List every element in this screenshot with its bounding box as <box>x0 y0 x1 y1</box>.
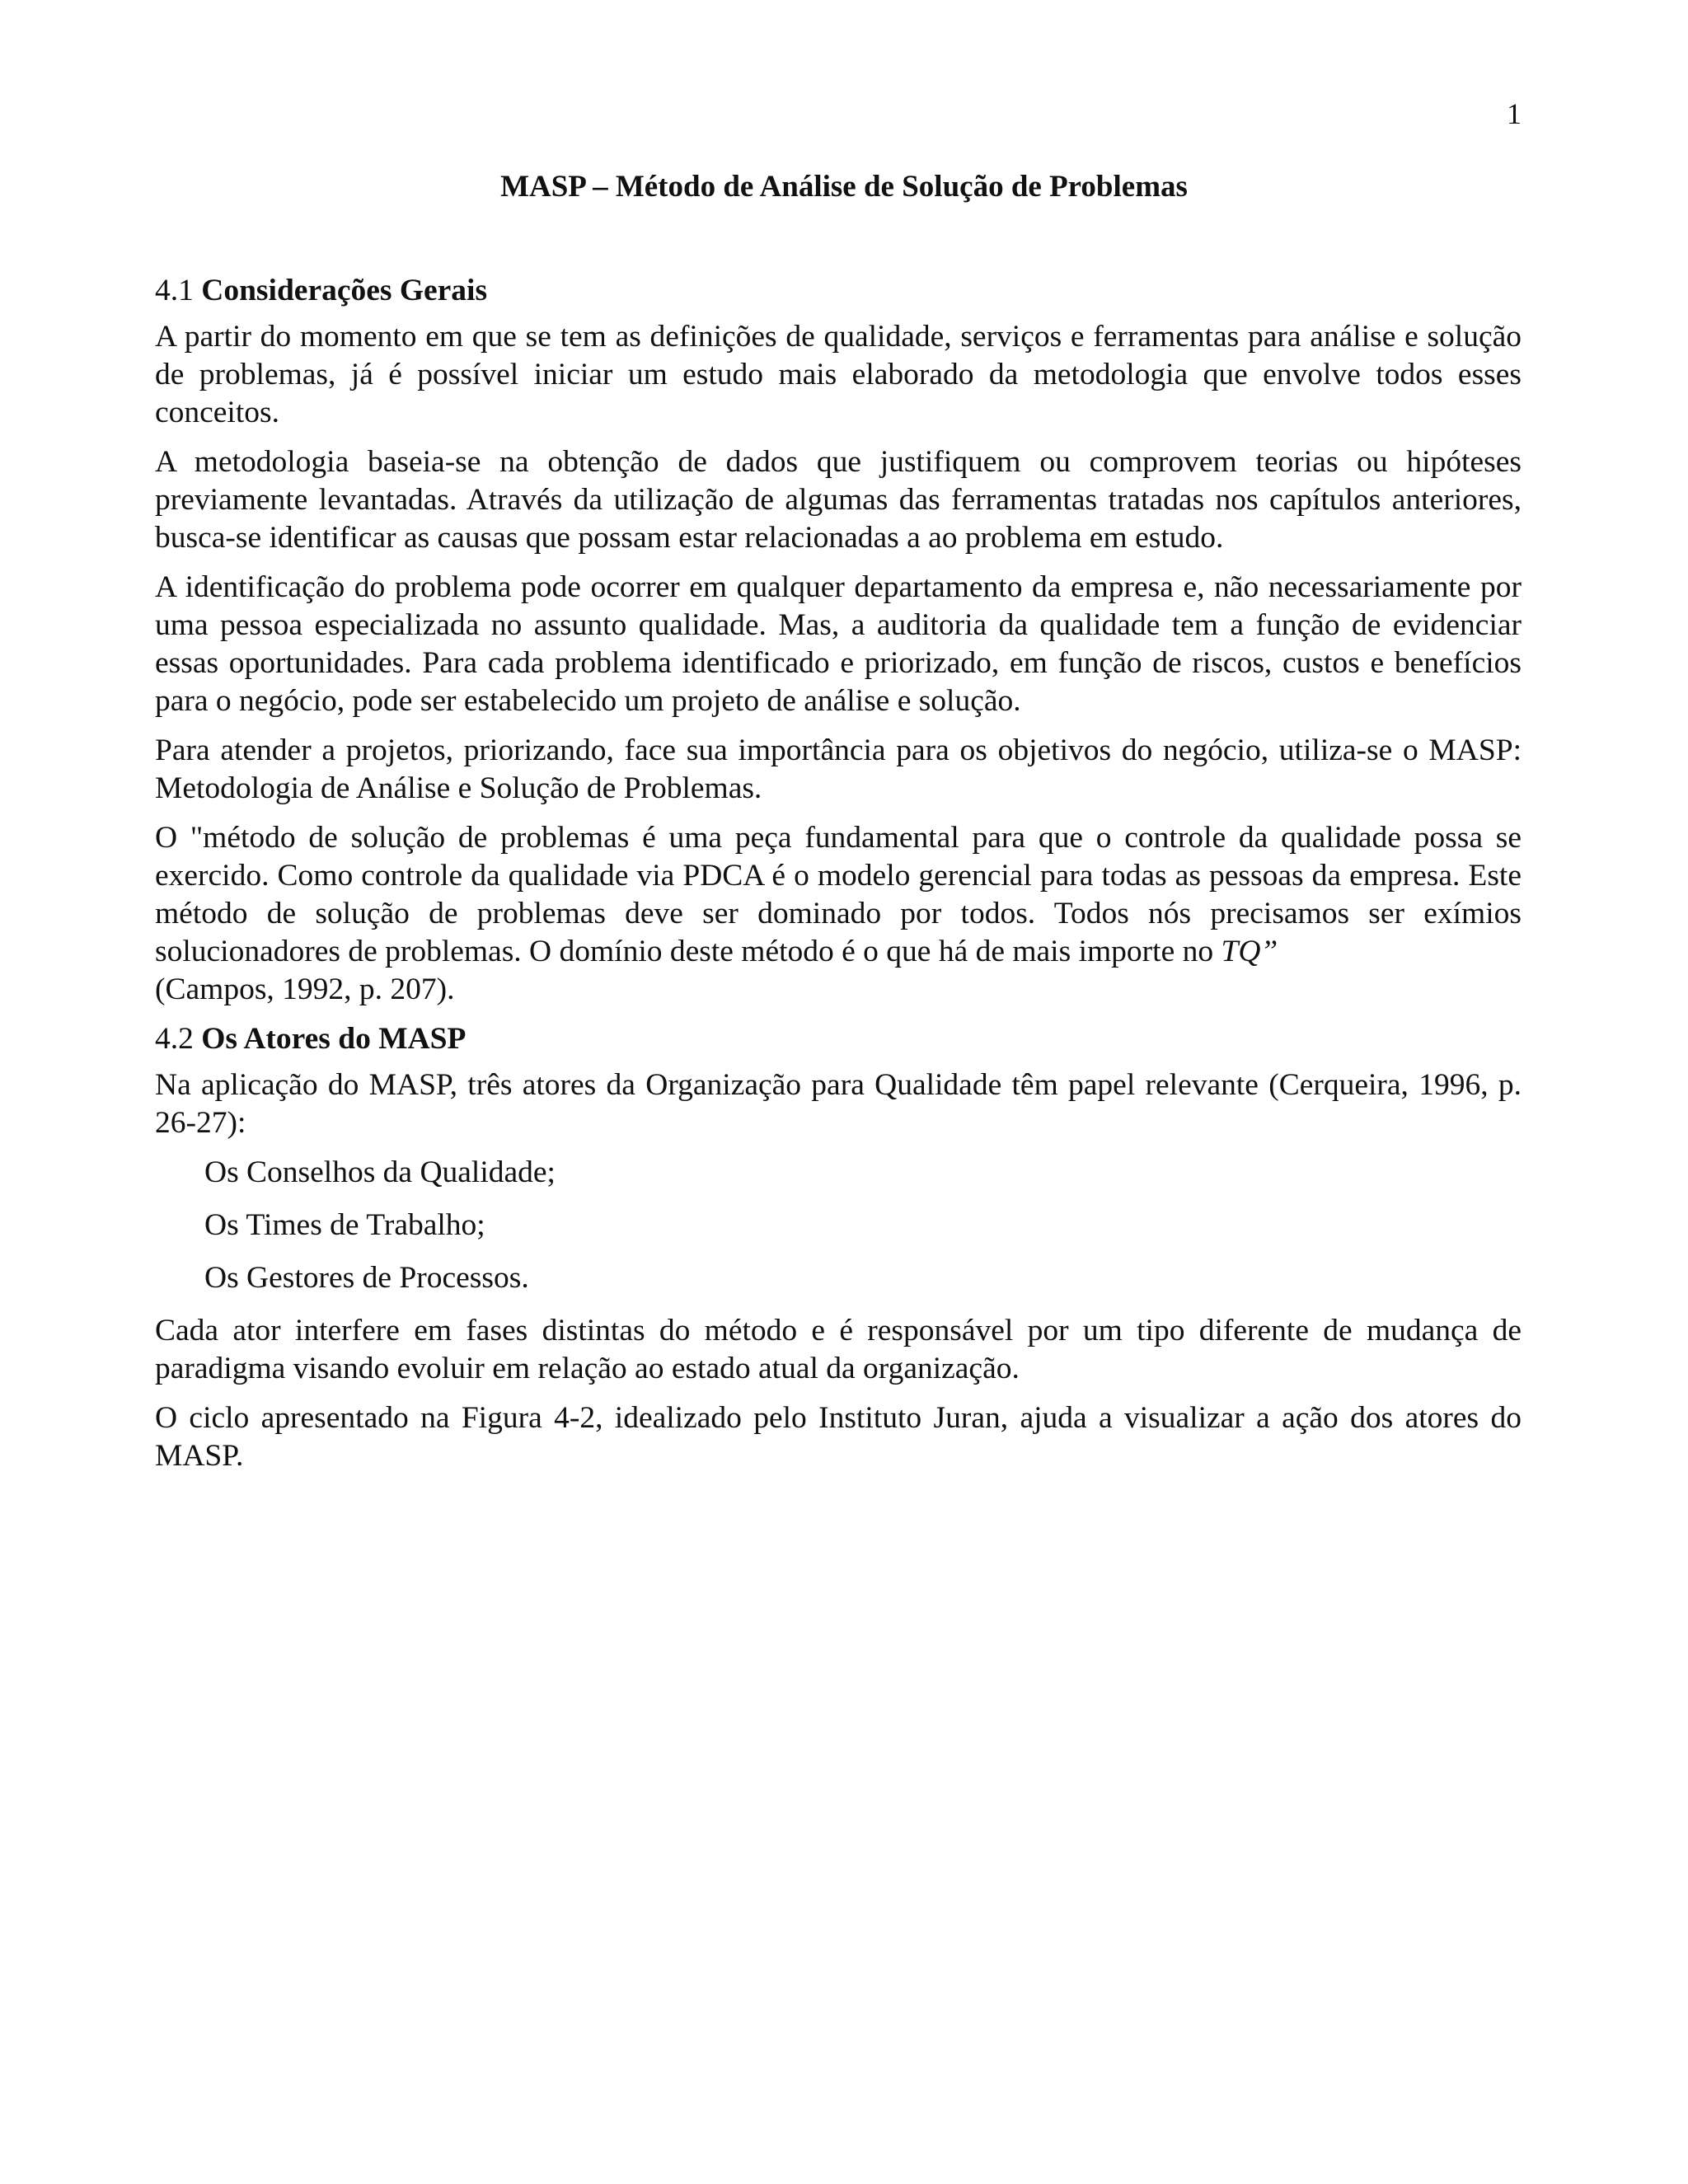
quote-italic-text: TQ” <box>1221 935 1278 968</box>
paragraph: A partir do momento em que se tem as definições de qualidade, serviços e ferramentas para análise e solução de problemas, já é possível iniciar um estudo mais elaborado da metodologia que envolve todos esses conceitos. <box>155 320 1522 429</box>
document-title: MASP – Método de Análise de Solução de Problemas <box>500 170 1188 204</box>
list-item: Os Times de Trabalho; <box>204 1208 485 1242</box>
section-title: Os Atores do MASP <box>201 1022 467 1056</box>
document-body <box>155 272 1522 1487</box>
list-item: Os Conselhos da Qualidade; <box>204 1155 556 1189</box>
list-item: Os Gestores de Processos. <box>204 1261 529 1295</box>
page-number: 1 <box>1507 97 1522 130</box>
paragraph: A identificação do problema pode ocorrer em qualquer departamento da empresa e, não necessariamente por uma pessoa especializada no assunto qualidade. Mas, a auditoria da qualidade tem a função de evidenciar essas oportunidades. Para cada problema identificado e priorizado, em função de riscos, custos e benefícios para o negócio, pode ser estabelecido um projeto de análise e solução. <box>155 570 1522 718</box>
quote-paragraph <box>155 819 1522 1009</box>
section-number: 4.2 <box>155 1022 194 1056</box>
quote-citation: (Campos, 1992, p. 207). <box>155 972 455 1006</box>
paragraph: Na aplicação do MASP, três atores da Organização para Qualidade têm papel relevante (Cerqueira, 1996, p. 26-27): <box>155 1068 1522 1140</box>
quote-text: O "método de solução de problemas é uma peça fundamental para que o controle da qualidade possa se exercido. Como controle da qualidade via PDCA é o modelo gerencial para todas as pessoas da empresa. Este método de solução de problemas deve ser dominado por todos. Todos nós precisamos ser exímios solucionadores de problemas. O domínio deste método é o que há de mais importe no <box>155 821 1522 968</box>
paragraph: Cada ator interfere em fases distintas do método e é responsável por um tipo diferente de mudança de paradigma visando evoluir em relação ao estado atual da organização. <box>155 1314 1522 1385</box>
section-number: 4.1 <box>155 274 194 307</box>
paragraph: O ciclo apresentado na Figura 4-2, idealizado pelo Instituto Juran, ajuda a visualizar a ação dos atores do MASP. <box>155 1401 1522 1473</box>
actors-list <box>155 1154 1522 1297</box>
paragraph: Para atender a projetos, priorizando, face sua importância para os objetivos do negócio, utiliza-se o MASP: Metodologia de Análise e Solução de Problemas. <box>155 733 1522 805</box>
paragraph: A metodologia baseia-se na obtenção de dados que justifiquem ou comprovem teorias ou hipóteses previamente levantadas. Através da utilização de algumas das ferramentas tratadas nos capítulos anteriores, busca-se identificar as causas que possam estar relacionadas a ao problema em estudo. <box>155 445 1522 555</box>
section-heading-4-1 <box>155 272 1522 310</box>
section-heading-4-2 <box>155 1020 1522 1058</box>
section-title: Considerações Gerais <box>201 274 488 307</box>
